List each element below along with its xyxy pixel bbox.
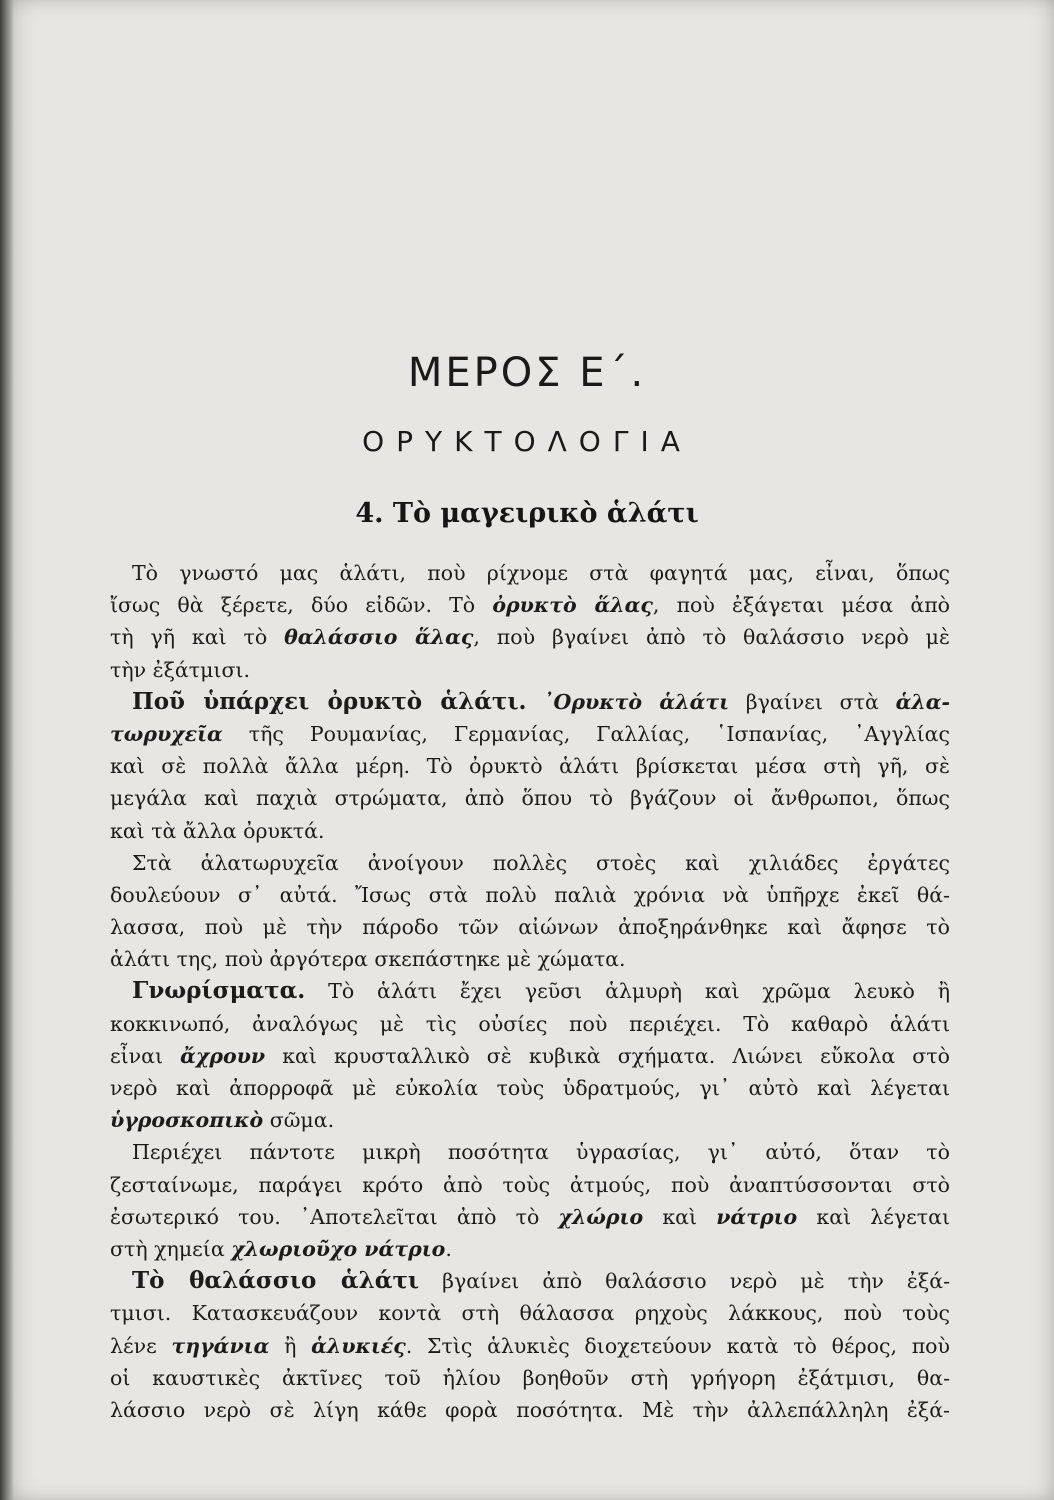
- text-run: καὶ: [643, 1204, 717, 1229]
- body-text: [110, 557, 950, 1426]
- text-line: [110, 686, 950, 718]
- text-line: νερὸ καὶ ἀπορροφᾶ μὲ εὐκολία τοὺς ὑδρατμούς, γι᾿ αὐτὸ καὶ λέγεται: [110, 1076, 950, 1100]
- part-title: ΜΕΡΟΣ Ε΄.: [407, 350, 647, 396]
- text-run: εἶναι: [110, 1043, 181, 1068]
- text-line: [110, 1233, 950, 1265]
- text-line: καὶ σὲ πολλὰ ἄλλα μέρη. Τὸ ὀρυκτὸ ἁλάτι βρίσκεται μέσα στὴ γῆ, σὲ: [110, 754, 950, 779]
- text-line: [110, 1330, 950, 1362]
- chapter-title: 4. Τὸ μαγειρικὸ ἁλάτι: [355, 498, 699, 529]
- text-run: σῶμα.: [263, 1108, 335, 1133]
- term-chlorioucho-natrio: χλωριοῦχο νάτριο: [231, 1236, 446, 1261]
- text-line: καὶ τὰ ἄλλα ὀρυκτά.: [110, 818, 325, 843]
- text-line: [110, 975, 950, 1007]
- text-run: ἐσωτερικό του. ᾿Αποτελεῖται ἀπὸ τὸ: [110, 1204, 559, 1229]
- term-thalassio-alas: θαλάσσιο ἅλας: [284, 625, 474, 650]
- text-run: [527, 690, 544, 714]
- text-line: [110, 1201, 950, 1233]
- text-line: λασσα, ποὺ μὲ τὴν πάροδο τῶν αἰώνων ἀποξηράνθηκε καὶ ἄφησε τὸ: [110, 915, 950, 940]
- text-run: . Στὶς ἁλυκιὲς διοχετεύουν κατὰ τὸ θέρος, ποὺ: [405, 1333, 950, 1358]
- text-run: βγαίνει στὰ: [729, 689, 896, 714]
- text-line: τμισι. Κατασκευάζουν κοντὰ στὴ θάλασσα ρηχοὺς λάκκους, ποὺ τοὺς: [110, 1301, 950, 1326]
- text-line: [110, 621, 950, 653]
- text-line: οἱ καυστικὲς ἀκτῖνες τοῦ ἡλίου βοηθοῦν στὴ γρήγορη ἐξάτμισι, θα-: [110, 1365, 950, 1390]
- term-chlorio: χλώριο: [558, 1204, 644, 1229]
- text-line: Τὸ γνωστό μας ἁλάτι, ποὺ ρίχνομε στὰ φαγητά μας, εἶναι, ὅπως: [132, 561, 950, 585]
- text-line: λάσσιο νερὸ σὲ λίγη κάθε φορὰ ποσότητα. Μὲ τὴν ἀλλεπάλληλη ἐξά-: [110, 1397, 950, 1422]
- text-run: τῆς Ρουμανίας, Γερμανίας, Γαλλίας, ῾Ισπανίας, ᾿Αγγλίας: [222, 721, 950, 746]
- term-orykto-alas: ὀρυκτὸ ἅλας: [492, 593, 653, 618]
- term-tigania: τηγάνια: [171, 1333, 270, 1358]
- section-title: ΟΡΥΚΤΟΛΟΓΙΑ: [362, 425, 692, 458]
- term-alykies: ἁλυκιές: [311, 1333, 406, 1358]
- text-run: τὴ γῆ καὶ τὸ: [110, 625, 285, 650]
- text-line: κοκκινωπό, ἀναλόγως μὲ τὶς οὐσίες ποὺ περιέχει. Τὸ καθαρὸ ἁλάτι: [110, 1011, 950, 1036]
- text-run: καὶ λέγεται: [797, 1204, 950, 1229]
- text-run: καὶ κρυσταλλικὸ σὲ κυβικὰ σχήματα. Λιώνει εὔκολα στὸ: [265, 1043, 950, 1068]
- term-achroun: ἄχρουν: [180, 1043, 266, 1068]
- text-run: βγαίνει ἀπὸ θαλάσσιο νερὸ μὲ τὴν ἐξά-: [419, 1269, 950, 1294]
- subheading-pou-yparchei: Ποῦ ὑπάρχει ὀρυκτὸ ἁλάτι.: [132, 687, 527, 715]
- text-line: [110, 718, 950, 750]
- text-line: [110, 1040, 950, 1072]
- text-run: Τὸ ἁλάτι ἔχει γεῦσι ἁλμυρὴ καὶ χρῶμα λευκὸ ἢ: [305, 979, 950, 1004]
- subheading-gnorismata: Γνωρίσματα.: [132, 977, 306, 1005]
- term-ygroskopiko: ὑγροσκοπικὸ: [110, 1108, 264, 1133]
- term-alatorycheia: ἁλα-: [895, 689, 950, 714]
- text-line: Περιέχει πάντοτε μικρὴ ποσότητα ὑγρασίας, γι᾿ αὐτό, ὅταν τὸ: [132, 1140, 950, 1165]
- text-run: στὴ χημεία: [110, 1236, 232, 1261]
- text-line: ἁλάτι της, ποὺ ἀργότερα σκεπάστηκε μὲ χώματα.: [110, 947, 626, 972]
- text-line: μεγάλα καὶ παχιὰ στρώματα, ἀπὸ ὅπου τὸ βγάζουν οἱ ἄνθρωποι, ὅπως: [110, 786, 950, 811]
- text-run: ἢ: [269, 1333, 312, 1358]
- term-natrio: νάτριο: [716, 1204, 798, 1229]
- text-line: [110, 589, 950, 621]
- text-line: τὴν ἐξάτμισι.: [110, 657, 250, 682]
- text-line: Στὰ ἁλατωρυχεῖα ἀνοίγουν πολλὲς στοὲς καὶ χιλιάδες ἐργάτες: [132, 850, 950, 875]
- text-run: , ποὺ βγαίνει ἀπὸ τὸ θαλάσσιο νερὸ μὲ: [473, 625, 951, 650]
- text-run: .: [445, 1236, 452, 1261]
- term-orykto-alati: ᾿Ορυκτὸ ἁλάτι: [543, 689, 730, 714]
- text-line: [110, 1265, 950, 1297]
- subheading-thalassio-alati: Τὸ θαλάσσιο ἁλάτι: [132, 1267, 420, 1295]
- text-line: [110, 1104, 950, 1136]
- text-line: ζεσταίνωμε, παράγει κρότο ἀπὸ τοὺς ἀτμούς, ποὺ ἀναπτύσσονται στὸ: [110, 1172, 950, 1197]
- text-line: δουλεύουν σ᾿ αὐτά. Ἴσως στὰ πολὺ παλιὰ χρόνια νὰ ὑπῆρχε ἐκεῖ θά-: [110, 882, 950, 907]
- term-alatorycheia-cont: τωρυχεῖα: [110, 721, 223, 746]
- text-run: λένε: [110, 1333, 172, 1358]
- page-spine-shadow: [0, 0, 14, 1500]
- text-run: ἴσως θὰ ξέρετε, δύο εἰδῶν. Τὸ: [110, 593, 493, 618]
- text-run: , ποὺ ἐξάγεται μέσα ἀπὸ: [652, 593, 951, 618]
